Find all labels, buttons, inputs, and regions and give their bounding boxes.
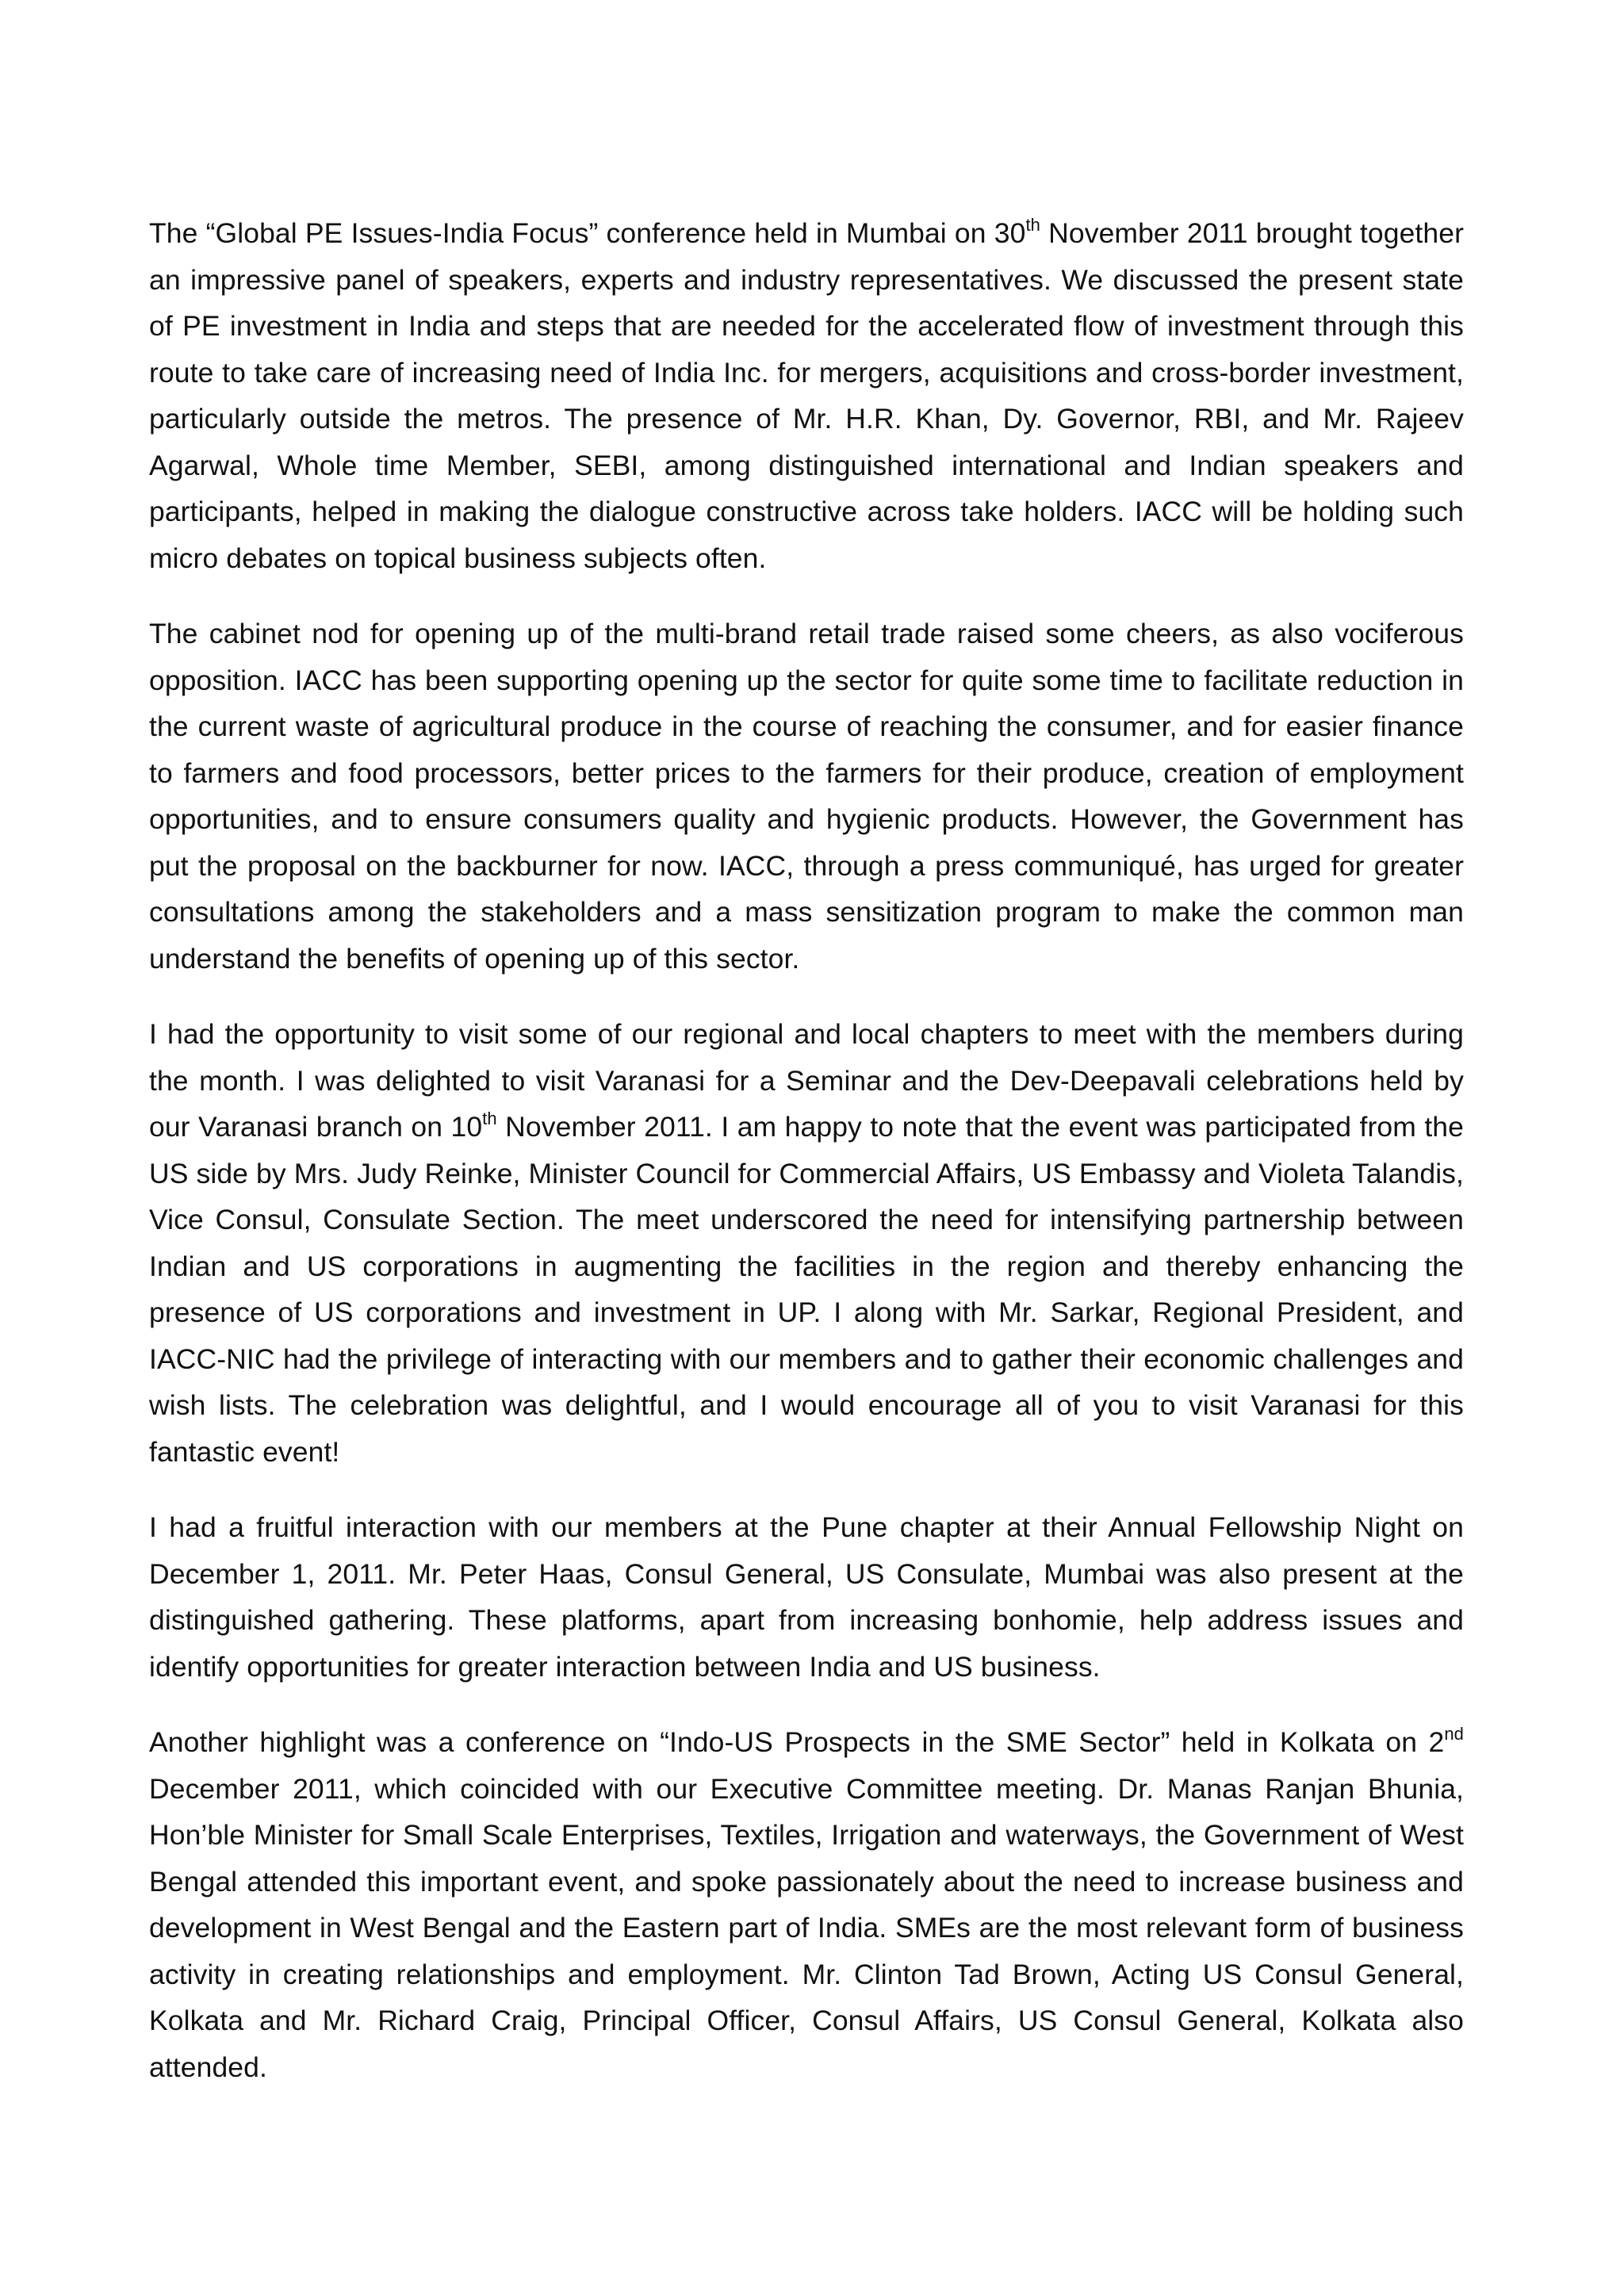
ordinal-suffix: nd — [1444, 1724, 1464, 1744]
paragraph-multi-brand-retail — [149, 611, 1464, 982]
paragraph-pune-chapter — [149, 1504, 1464, 1690]
paragraph-kolkata-sme-conference — [149, 1719, 1464, 2090]
paragraph-text: November 2011. I am happy to note that the event was participated from the US side by Mrs. Judy Reinke, Minister Council for Commercial Affairs, US Embassy and Violeta Talandis, Vice Consul, Consulate Section. The meet underscored the need for intensifying partnership between Indian and US corporations in augmenting the facilities in the region and thereby enhancing the presence of US corporations and investment in UP. I along with Mr. Sarkar, Regional President, and IACC-NIC had the privilege of interacting with our members and to gather their economic challenges and wish lists. The celebration was delightful, and I would encourage all of you to visit Varanasi for this fantastic event! — [149, 1111, 1464, 1468]
document-body — [149, 210, 1464, 2120]
paragraph-text: The cabinet nod for opening up of the multi-brand retail trade raised some cheers, as also vociferous opposition. IACC has been supporting opening up the sector for quite some time to facilitate reduction in the current waste of agricultural produce in the course of reaching the consumer, and for easier finance to farmers and food processors, better prices to the farmers for their produce, creation of employment opportunities, and to ensure consumers quality and hygienic products. However, the Government has put the proposal on the backburner for now. IACC, through a press communiqué, has urged for greater consultations among the stakeholders and a mass sensitization program to make the common man understand the benefits of opening up of this sector. — [149, 618, 1464, 975]
paragraph-text: December 2011, which coincided with our Executive Committee meeting. Dr. Manas Ranjan Bhunia, Hon’ble Minister for Small Scale Enterprises, Textiles, Irrigation and waterways, the Government of West Bengal attended this important event, and spoke passionately about the need to increase business and development in West Bengal and the Eastern part of India. SMEs are the most relevant form of business activity in creating relationships and employment. Mr. Clinton Tad Brown, Acting US Consul General, Kolkata and Mr. Richard Craig, Principal Officer, Consul Affairs, US Consul General, Kolkata also attended. — [149, 1772, 1464, 2083]
paragraph-text: I had a fruitful interaction with our members at the Pune chapter at their Annual Fellowship Night on December 1, 2011. Mr. Peter Haas, Consul General, US Consulate, Mumbai was also present at the distinguished gathering. These platforms, apart from increasing bonhomie, help address issues and identify opportunities for greater interaction between India and US business. — [149, 1511, 1464, 1683]
paragraph-text: Another highlight was a conference on “Indo-US Prospects in the SME Sector” held in Kolkata on 2 — [149, 1726, 1445, 1758]
paragraph-pe-conference — [149, 210, 1464, 581]
paragraph-text: I had the opportunity to visit some of our regional and local chapters to meet with the members during the month. I was delighted to visit Varanasi for a Seminar and the Dev-Deepavali celebrations held by our Varanasi branch on 10 — [149, 1018, 1464, 1143]
paragraph-text: November 2011 brought together an impressive panel of speakers, experts and industry representatives. We discussed the present state of PE investment in India and steps that are needed for the accelerated flow of investment through this route to take care of increasing need of India Inc. for mergers, acquisitions and cross-border investment, particularly outside the metros. The presence of Mr. H.R. Khan, Dy. Governor, RBI, and Mr. Rajeev Agarwal, Whole time Member, SEBI, among distinguished international and Indian speakers and participants, helped in making the dialogue constructive across take holders. IACC will be holding such micro debates on topical business subjects often. — [149, 217, 1464, 574]
paragraph-varanasi-visit — [149, 1011, 1464, 1475]
ordinal-suffix: th — [1025, 215, 1040, 236]
ordinal-suffix: th — [482, 1109, 497, 1129]
paragraph-text: The “Global PE Issues-India Focus” conference held in Mumbai on 30 — [149, 217, 1026, 249]
